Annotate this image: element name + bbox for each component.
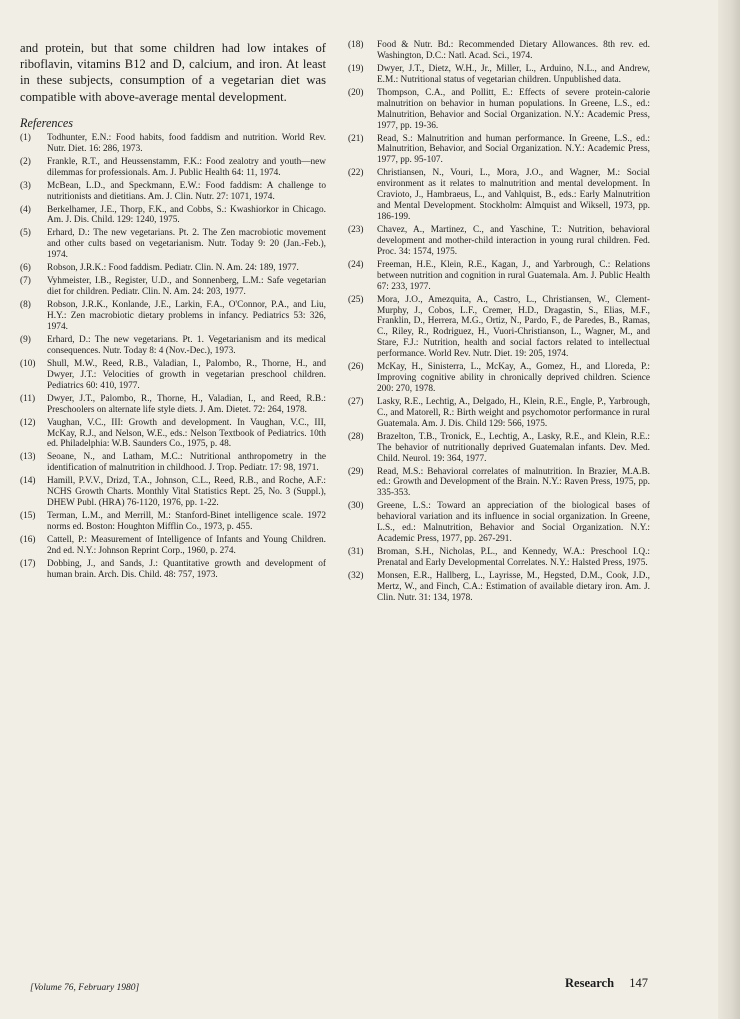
reference-number: (26): [348, 362, 364, 373]
reference-text: Christiansen, N., Vouri, L., Mora, J.O., and Wagner, M.: Social environment as it relates to malnutrition and mental development. In Cravioto, J., Hambraeus, L., and Vahlquist, B., eds.: Early Malnutrition and Mental Development. Stockholm: Almquist and Wiksell, 1973, pp. 186-199.: [377, 168, 650, 222]
reference-number: (27): [348, 396, 364, 407]
reference-item: [348, 168, 650, 223]
reference-text: Thompson, C.A., and Pollitt, E.: Effects of severe protein-calorie malnutrition on behavior in human populations. In Greene, L.S., ed.: Malnutrition, Behavior and Social Organization. N.Y.: Academic Press, 1977, pp. 19-36.: [377, 87, 650, 131]
reference-item: [348, 260, 650, 293]
footer-page-label: [565, 976, 648, 991]
reference-text: Cattell, P.: Measurement of Intelligence of Infants and Young Children. 2nd ed. N.Y.: Johnson Reprint Corp., 1960, p. 274.: [47, 535, 326, 556]
reference-number: (16): [20, 535, 36, 546]
reference-number: (13): [20, 452, 36, 463]
reference-text: Hamill, P.V.V., Drizd, T.A., Johnson, C.L., Reed, R.B., and Roche, A.F.: NCHS Growth Charts. Monthly Vital Statistics Rept. 25, No. 3 (Suppl.), DHEW Publ. (HRA) 76-1120, 1976, pp. 1-22.: [47, 476, 326, 509]
reference-item: [348, 362, 650, 395]
reference-number: (25): [348, 294, 364, 305]
reference-number: (18): [348, 40, 364, 50]
intro-paragraph: and protein, but that some children had low intakes of riboflavin, vitamins B12 and D, calcium, and iron. At least in these subjects, consumption of a vegetarian diet was compatible with above-average mental development.: [20, 41, 326, 104]
reference-item: [20, 263, 326, 274]
reference-text: Todhunter, E.N.: Food habits, food faddism and nutrition. World Rev. Nutr. Diet. 16: 286, 1973.: [47, 132, 326, 154]
reference-item: [348, 64, 650, 86]
reference-item: [20, 476, 326, 509]
reference-number: (22): [348, 168, 364, 179]
reference-number: (32): [348, 571, 364, 581]
reference-text: Robson, J.R.K., Konlande, J.E., Larkin, F.A., O'Connor, P.A., and Liu, H.Y.: Zen macrobiotic dietary problems in infancy. Pediatrics 53: 326, 1974.: [47, 300, 326, 332]
reference-item: [20, 394, 326, 416]
reference-number: (9): [20, 334, 31, 345]
reference-text: Read, M.S.: Behavioral correlates of malnutrition. In Brazier, M.A.B. ed.: Growth and Development of the Brain. N.Y.: Raven Press, 1975, pp. 335-353.: [377, 466, 650, 499]
reference-item: [348, 571, 650, 604]
reference-number: (10): [20, 358, 36, 369]
reference-text: Lasky, R.E., Lechtig, A., Delgado, H., Klein, R.E., Engle, P., Yarbrough, C., and Matorell, R.: Birth weight and psychomotor performance in rural Guatemala. Am. J. Dis. Child 129: 566, 1975.: [377, 396, 650, 429]
reference-item: [20, 418, 326, 451]
reference-text: Mora, J.O., Amezquita, A., Castro, L., Christiansen, W., Clement-Murphy, J., Cobos, L.F., Cremer, H.D., Dragastin, S., Elias, M.F., Franklin, D., Herrera, M.G., Ortiz, N., Pardo, F., de Paredes, B., Ramas, C., Riley, R., Rodriguez, H., Vuori-Christianson, L., Wagner, M., and Stare, F.J.: Nutrition, health and social factors related to intellectual performance. World Rev. Nutr. Diet. 19: 205, 1974.: [377, 294, 650, 360]
reference-item: [20, 157, 326, 179]
reference-text: Robson, J.R.K.: Food faddism. Pediatr. Clin. N. Am. 24: 189, 1977.: [47, 263, 299, 274]
reference-item: [20, 359, 326, 392]
reference-number: (21): [348, 133, 364, 144]
reference-number: (5): [20, 228, 31, 239]
reference-item: [348, 225, 650, 258]
reference-number: (11): [20, 393, 36, 404]
reference-text: Seoane, N., and Latham, M.C.: Nutritional anthropometry in the identification of malnutrition in childhood. J. Trop. Pediatr. 17: 98, 1971.: [47, 452, 326, 474]
page-edge: [718, 0, 740, 1019]
reference-text: Monsen, E.R., Hallberg, L., Layrisse, M., Hegsted, D.M., Cook, J.D., Mertz, W., and Finch, C.A.: Estimation of available dietary iron. Am. J. Clin. Nutr. 31: 134, 1978.: [377, 571, 650, 603]
reference-number: (14): [20, 476, 36, 487]
reference-item: [20, 276, 326, 298]
reference-text: Broman, S.H., Nicholas, P.L., and Kennedy, W.A.: Preschool I.Q.: Prenatal and Early Developmental Correlates. N.Y.: Halsted Press, 1975.: [377, 547, 650, 568]
reference-item: [20, 181, 326, 203]
reference-text: Frankle, R.T., and Heussenstamm, F.K.: Food zealotry and youth—new dilemmas for professionals. Am. J. Public Health 64: 11, 1974.: [47, 156, 326, 178]
footer-section-title: Research: [565, 976, 615, 990]
reference-item: [348, 295, 650, 360]
reference-number: (3): [20, 180, 31, 191]
right-column: [348, 40, 650, 606]
reference-number: (29): [348, 466, 364, 477]
reference-item: [20, 511, 326, 533]
reference-number: (15): [20, 511, 36, 522]
reference-text: Chavez, A., Martinez, C., and Yaschine, T.: Nutrition, behavioral development and mother-child interaction in young rural children. Fed. Proc. 34: 1574, 1975.: [377, 224, 650, 257]
reference-item: [20, 559, 326, 581]
reference-text: Berkelhamer, J.E., Thorp, F.K., and Cobbs, S.: Kwashiorkor in Chicago. Am. J. Dis. Child. 129: 1240, 1975.: [47, 204, 326, 226]
reference-item: [348, 501, 650, 545]
reference-number: (17): [20, 558, 36, 569]
reference-text: Vaughan, V.C., III: Growth and development. In Vaughan, V.C., III, McKay, R.J., and Nelson, W.E., eds.: Nelson Textbook of Pediatrics. 10th ed. Philadelphia: W.B. Saunders Co., 1975, p. 48.: [47, 417, 326, 450]
reference-text: Dwyer, J.T., Palombo, R., Thorne, H., Valadian, I., and Reed, R.B.: Preschoolers on alternate life style diets. J. Am. Dietet. 72: 264, 1978.: [47, 393, 326, 415]
references-list-left: [20, 133, 326, 581]
reference-item: [348, 467, 650, 500]
reference-item: [348, 432, 650, 465]
reference-item: [348, 88, 650, 132]
reference-item: [348, 397, 650, 430]
reference-number: (8): [20, 300, 31, 311]
reference-item: [348, 40, 650, 62]
reference-text: Food & Nutr. Bd.: Recommended Dietary Allowances. 8th rev. ed. Washington, D.C.: Natl. Acad. Sci., 1974.: [377, 40, 650, 61]
reference-number: (19): [348, 63, 364, 74]
reference-text: Terman, L.M., and Merrill, M.: Stanford-Binet intelligence scale. 1972 norms ed. Boston: Houghton Mifflin Co., 1973, p. 455.: [47, 511, 326, 533]
reference-text: McBean, L.D., and Speckmann, E.W.: Food faddism: A challenge to nutritionists and dietitians. Am. J. Clin. Nutr. 27: 1071, 1974.: [47, 180, 326, 202]
reference-number: (24): [348, 259, 364, 270]
reference-item: [20, 133, 326, 155]
page-number: 147: [629, 976, 648, 990]
reference-number: (31): [348, 547, 364, 558]
reference-number: (1): [20, 132, 31, 143]
reference-number: (23): [348, 224, 364, 235]
reference-text: McKay, H., Sinisterra, L., McKay, A., Gomez, H., and Lloreda, P.: Improving cognitive ability in chronically deprived children. Science 200: 270, 1978.: [377, 362, 650, 394]
references-heading: References: [20, 115, 74, 130]
reference-text: Freeman, H.E., Klein, R.E., Kagan, J., and Yarbrough, C.: Relations between nutrition and cognition in rural Guatemala. Am. J. Public Health 67: 233, 1977.: [377, 259, 650, 292]
footer-volume: [Volume 76, February 1980]: [30, 983, 140, 993]
reference-item: [20, 228, 326, 261]
reference-number: (28): [348, 431, 364, 442]
reference-number: (20): [348, 87, 364, 98]
reference-text: Brazelton, T.B., Tronick, E., Lechtig, A., Lasky, R.E., and Klein, R.E.: The behavior of nutritionally deprived Guatemalan infants. Dev. Med. Child. Neurol. 19: 364, 1977.: [377, 431, 650, 464]
reference-text: Dobbing, J., and Sands, J.: Quantitative growth and development of human brain. Arch. Dis. Child. 48: 757, 1973.: [47, 558, 326, 580]
reference-number: (7): [20, 276, 31, 287]
reference-number: (6): [20, 263, 31, 274]
reference-item: [20, 452, 326, 474]
reference-text: Read, S.: Malnutrition and human performance. In Greene, L.S., ed.: Malnutrition, Behavior, and Social Organization. N.Y.: Academic Press, 1977, pp. 95-107.: [377, 133, 650, 166]
reference-text: Dwyer, J.T., Dietz, W.H., Jr., Miller, L., Arduino, N.L., and Andrew, E.M.: Nutritional status of vegetarian children. Unpublished data.: [377, 63, 650, 85]
reference-item: [348, 134, 650, 167]
reference-item: [348, 547, 650, 569]
reference-number: (12): [20, 417, 36, 428]
reference-number: (30): [348, 501, 364, 512]
reference-number: (4): [20, 204, 31, 215]
left-column: [20, 40, 326, 583]
references-list-right: [348, 40, 650, 604]
reference-text: Vyhmeister, I.B., Register, U.D., and Sonnenberg, L.M.: Safe vegetarian diet for children. Pediatr. Clin. N. Am. 24: 203, 1977.: [47, 276, 326, 298]
reference-text: Erhard, D.: The new vegetarians. Pt. 1. Vegetarianism and its medical consequences. Nutr. Today 8: 4 (Nov.-Dec.), 1973.: [47, 334, 326, 356]
reference-item: [20, 335, 326, 357]
reference-text: Erhard, D.: The new vegetarians. Pt. 2. The Zen macrobiotic movement and other cults based on vegetarianism. Nutr. Today 9: 20 (Jan.-Feb.), 1974.: [47, 228, 326, 261]
reference-item: [20, 535, 326, 557]
reference-item: [20, 300, 326, 333]
reference-text: Shull, M.W., Reed, R.B., Valadian, I., Palombo, R., Thorne, H., and Dwyer, J.T.: Velocities of growth in vegetarian preschool children. Pediatrics 60: 410, 1977.: [47, 358, 326, 391]
reference-item: [20, 205, 326, 227]
reference-number: (2): [20, 156, 31, 167]
reference-text: Greene, L.S.: Toward an appreciation of the biological bases of behavioral variation and its influence in social organization. In Greene, L.S., ed.: Malnutrition, Behavior and Social Organization. N.Y.: Academic Press, 1977, pp. 267-291.: [377, 501, 650, 545]
